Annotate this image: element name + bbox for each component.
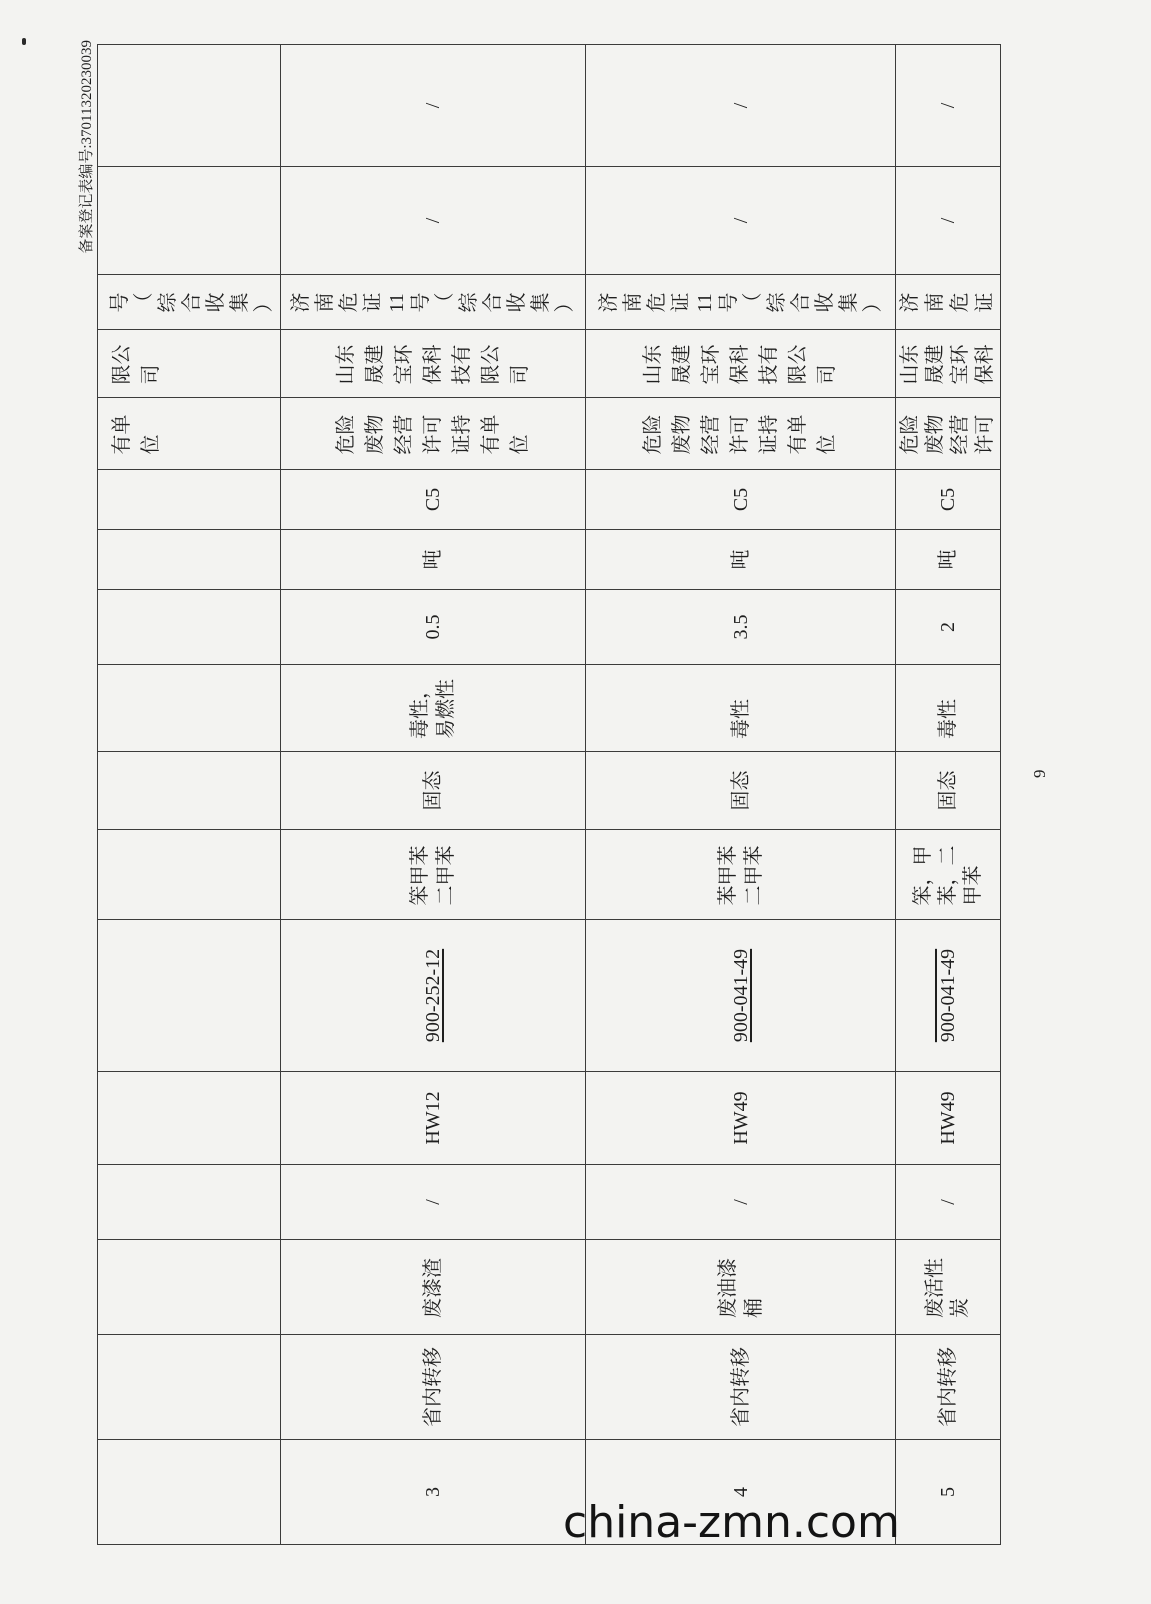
waste-name-cell	[586, 1240, 896, 1335]
hazard-property: 毒性	[729, 699, 752, 739]
serial-number-cell	[98, 1440, 281, 1545]
waste-category: HW12	[422, 1091, 444, 1145]
hazard-cell	[98, 665, 281, 752]
code-cell	[586, 920, 896, 1072]
hazard-cell	[896, 665, 1001, 752]
code-cell	[98, 920, 281, 1072]
extra-a: /	[422, 217, 444, 224]
code-cell	[896, 920, 1001, 1072]
form-cell	[281, 752, 586, 830]
extra-b-cell	[896, 45, 1001, 167]
extra-a-cell	[98, 167, 281, 275]
table-row	[281, 45, 586, 1545]
quantity-cell	[281, 590, 586, 665]
unit-cell	[586, 530, 896, 590]
receiver-type-cell	[281, 398, 586, 470]
serial-number: 4	[729, 1487, 752, 1497]
quantity-cell	[896, 590, 1001, 665]
quantity-cell	[586, 590, 896, 665]
sub-type: /	[422, 1199, 444, 1205]
category-cell	[896, 1072, 1001, 1165]
license-no: 济南危证11号（综合收集）	[597, 292, 884, 313]
extra-b-cell	[98, 45, 281, 167]
receiver-name-cell	[586, 330, 896, 398]
unit-cell	[896, 530, 1001, 590]
hazard-cell	[281, 665, 586, 752]
category-cell	[281, 1072, 586, 1165]
hazardous-components: 笨，甲苯，二甲苯	[911, 845, 984, 906]
serial-number: 5	[937, 1487, 959, 1497]
receiver-type: 危险废物经营许可证持有单位	[334, 414, 531, 455]
receiver-type: 危险废物经营许可	[899, 414, 996, 455]
unit: 吨	[422, 549, 444, 570]
receiver-type-cell	[98, 398, 281, 470]
extra-a: /	[937, 217, 959, 224]
waste-name: 废油漆桶	[716, 1258, 765, 1318]
table-row-continued	[98, 45, 281, 1545]
receiver-type: 危险废物经营许可证持有单位	[642, 414, 838, 455]
extra-a: /	[729, 217, 752, 224]
unit-cell	[98, 530, 281, 590]
disposal-code: C5	[422, 487, 444, 512]
sub-type-cell	[98, 1165, 281, 1240]
license-no-cell	[586, 275, 896, 330]
waste-name: 废活性炭	[924, 1258, 971, 1318]
license-no-cell	[281, 275, 586, 330]
extra-b: /	[729, 102, 752, 109]
form-cell	[586, 752, 896, 830]
receiver-name: 限公司	[111, 344, 162, 385]
hazardous-components: 笨甲苯二甲苯	[409, 845, 457, 906]
waste-name: 废漆渣	[422, 1258, 444, 1318]
watermark: china-zmn.com	[563, 1497, 900, 1548]
disposal-code-cell	[281, 470, 586, 530]
unit: 吨	[937, 549, 959, 570]
quantity: 3.5	[729, 614, 752, 640]
waste-code: 900-252-12	[422, 948, 444, 1043]
quantity: 0.5	[422, 614, 444, 640]
physical-form: 固态	[729, 770, 752, 811]
hazard-property: 毒性，易燃性	[409, 679, 457, 739]
waste-name-cell	[896, 1240, 1001, 1335]
extra-b: /	[422, 102, 444, 109]
unit: 吨	[729, 549, 752, 570]
receiver-type-cell	[896, 398, 1001, 470]
unit-cell	[281, 530, 586, 590]
extra-a-cell	[586, 167, 896, 275]
hazard-cell	[586, 665, 896, 752]
components-cell	[281, 830, 586, 920]
transfer-type-cell	[586, 1335, 896, 1440]
license-no-cell	[896, 275, 1001, 330]
physical-form: 固态	[937, 770, 959, 811]
sub-type-cell	[896, 1165, 1001, 1240]
transfer-type-cell	[98, 1335, 281, 1440]
hazard-property: 毒性	[936, 699, 959, 739]
waste-category: HW49	[937, 1091, 959, 1145]
transfer-type-cell	[896, 1335, 1001, 1440]
sub-type: /	[937, 1199, 959, 1205]
disposal-code-cell	[586, 470, 896, 530]
waste-code: 900-041-49	[937, 948, 959, 1043]
extra-b-cell	[586, 45, 896, 167]
receiver-name-cell	[896, 330, 1001, 398]
hazardous-components: 苯甲苯二甲苯	[716, 845, 765, 906]
transfer-type: 省内转移	[422, 1347, 444, 1427]
disposal-code-cell	[98, 470, 281, 530]
receiver-name-cell	[98, 330, 281, 398]
form-cell	[896, 752, 1001, 830]
receiver-name: 山东晟建宝环保科技有限公司	[334, 344, 531, 385]
receiver-type-cell	[586, 398, 896, 470]
extra-a-cell	[281, 167, 586, 275]
category-cell	[98, 1072, 281, 1165]
sub-type-cell	[586, 1165, 896, 1240]
physical-form: 固态	[422, 770, 444, 811]
extra-b-cell	[281, 45, 586, 167]
components-cell	[896, 830, 1001, 920]
receiver-type: 有单位	[111, 414, 162, 455]
waste-transfer-table	[97, 44, 1001, 1545]
serial-number: 3	[422, 1487, 444, 1497]
serial-number-cell	[281, 1440, 586, 1545]
disposal-code: C5	[937, 487, 959, 512]
receiver-name-cell	[281, 330, 586, 398]
quantity: 2	[937, 622, 959, 632]
disposal-code: C5	[729, 487, 752, 512]
extra-a-cell	[896, 167, 1001, 275]
waste-name-cell	[98, 1240, 281, 1335]
components-cell	[98, 830, 281, 920]
waste-name-cell	[281, 1240, 586, 1335]
waste-category: HW49	[729, 1091, 752, 1145]
sub-type: /	[729, 1199, 752, 1205]
category-cell	[586, 1072, 896, 1165]
components-cell	[586, 830, 896, 920]
code-cell	[281, 920, 586, 1072]
license-no: 济南危证	[899, 292, 996, 313]
sub-type-cell	[281, 1165, 586, 1240]
quantity-cell	[98, 590, 281, 665]
license-no: 济南危证11号（综合收集）	[290, 292, 576, 313]
extra-b: /	[937, 102, 959, 109]
transfer-type-cell	[281, 1335, 586, 1440]
form-cell	[98, 752, 281, 830]
license-no: 号（综合收集）	[109, 292, 275, 313]
receiver-name: 山东晟建宝环保科	[899, 344, 996, 385]
table-row	[586, 45, 896, 1545]
disposal-code-cell	[896, 470, 1001, 530]
registry-number: 备案登记表编号:37011320230039	[79, 40, 95, 254]
receiver-name: 山东晟建宝环保科技有限公司	[642, 344, 838, 385]
page-number: 9	[1030, 769, 1049, 778]
license-no-cell	[98, 275, 281, 330]
serial-number-cell	[896, 1440, 1001, 1545]
table-row	[896, 45, 1001, 1545]
waste-code: 900-041-49	[729, 948, 752, 1043]
transfer-type: 省内转移	[937, 1347, 959, 1427]
transfer-type: 省内转移	[729, 1347, 752, 1427]
